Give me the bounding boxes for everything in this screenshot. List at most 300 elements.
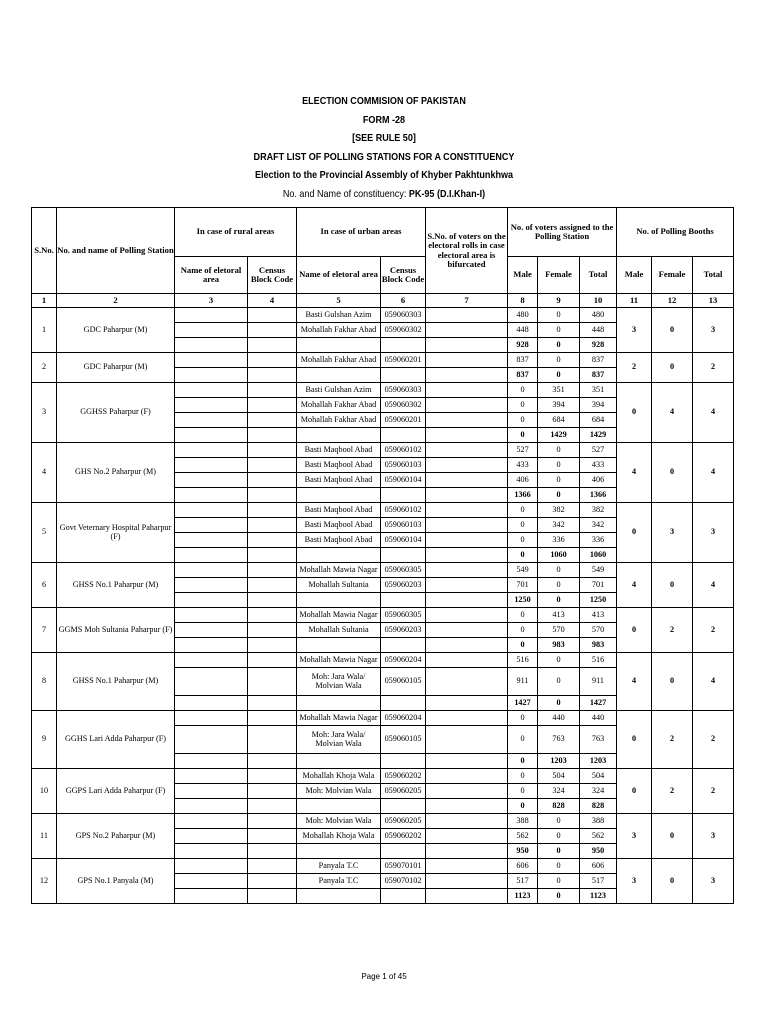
male-voters-cell: 0 <box>508 503 538 518</box>
bifurcated-cell <box>426 518 508 533</box>
total-voters-cell: 837 <box>580 353 617 368</box>
total-total-cell: 1123 <box>580 889 617 904</box>
bifurcated-cell <box>426 814 508 829</box>
table-row <box>32 443 734 458</box>
col-urban-area: Name of eletoral area <box>297 257 381 294</box>
rural-census-cell <box>248 889 297 904</box>
female-voters-cell: 382 <box>538 503 580 518</box>
female-voters-cell: 440 <box>538 711 580 726</box>
booth-male-cell: 3 <box>617 814 652 859</box>
column-number-row <box>32 294 734 308</box>
urban-census-cell: 059060104 <box>381 473 426 488</box>
station-sno: 11 <box>32 814 57 859</box>
bifurcated-cell <box>426 338 508 353</box>
total-total-cell: 950 <box>580 844 617 859</box>
rural-census-cell <box>248 711 297 726</box>
booth-male-cell: 2 <box>617 353 652 383</box>
total-female-cell: 1060 <box>538 548 580 563</box>
urban-area-cell <box>297 638 381 653</box>
rural-census-cell <box>248 578 297 593</box>
booth-female-cell: 0 <box>652 353 693 383</box>
urban-area-cell <box>297 488 381 503</box>
total-total-cell: 828 <box>580 799 617 814</box>
bifurcated-cell <box>426 726 508 754</box>
bifurcated-cell <box>426 638 508 653</box>
total-voters-cell: 394 <box>580 398 617 413</box>
total-female-cell: 828 <box>538 799 580 814</box>
rural-area-cell <box>175 458 248 473</box>
table-row <box>32 711 734 726</box>
rural-area-cell <box>175 889 248 904</box>
rural-area-cell <box>175 548 248 563</box>
col-number: 9 <box>538 294 580 308</box>
urban-census-cell: 059060303 <box>381 308 426 323</box>
election-title: Election to the Provincial Assembly of Khyber Pakhtunkhwa <box>254 169 514 181</box>
booth-female-cell: 0 <box>652 443 693 503</box>
total-total-cell: 928 <box>580 338 617 353</box>
rural-area-cell <box>175 368 248 383</box>
female-voters-cell: 342 <box>538 518 580 533</box>
male-voters-cell: 549 <box>508 563 538 578</box>
rural-census-cell <box>248 814 297 829</box>
total-voters-cell: 516 <box>580 653 617 668</box>
total-male-cell: 0 <box>508 799 538 814</box>
urban-census-cell: 059060203 <box>381 578 426 593</box>
total-voters-cell: 388 <box>580 814 617 829</box>
booth-female-cell: 0 <box>652 653 693 711</box>
urban-census-cell: 059060102 <box>381 503 426 518</box>
urban-area-cell: Moh: Jara Wala/ Molvian Wala <box>297 668 381 696</box>
station-name: GDC Paharpur (M) <box>57 308 175 353</box>
rural-census-cell <box>248 608 297 623</box>
bifurcated-cell <box>426 428 508 443</box>
col-number: 1 <box>32 294 57 308</box>
booth-total-cell: 2 <box>693 769 734 814</box>
bifurcated-cell <box>426 653 508 668</box>
male-voters-cell: 701 <box>508 578 538 593</box>
female-voters-cell: 351 <box>538 383 580 398</box>
rural-census-cell <box>248 696 297 711</box>
table-row <box>32 563 734 578</box>
male-voters-cell: 516 <box>508 653 538 668</box>
total-male-cell: 0 <box>508 754 538 769</box>
urban-census-cell: 059060201 <box>381 413 426 428</box>
total-total-cell: 1427 <box>580 696 617 711</box>
bifurcated-cell <box>426 859 508 874</box>
rural-area-cell <box>175 638 248 653</box>
booth-male-cell: 3 <box>617 308 652 353</box>
total-total-cell: 1366 <box>580 488 617 503</box>
col-station: No. and name of Polling Station <box>57 208 175 294</box>
urban-area-cell: Moh: Jara Wala/ Molvian Wala <box>297 726 381 754</box>
col-rural-census: Census Block Code <box>248 257 297 294</box>
page-number: Page 1 of 45 <box>361 972 407 981</box>
rural-area-cell <box>175 578 248 593</box>
col-urban-census: Census Block Code <box>381 257 426 294</box>
constituency-label: No. and Name of constituency: <box>282 187 409 200</box>
table-row <box>32 608 734 623</box>
rural-area-cell <box>175 711 248 726</box>
total-female-cell: 1429 <box>538 428 580 443</box>
male-voters-cell: 527 <box>508 443 538 458</box>
rural-area-cell <box>175 413 248 428</box>
urban-census-cell <box>381 754 426 769</box>
urban-census-cell <box>381 428 426 443</box>
bifurcated-cell <box>426 889 508 904</box>
rural-area-cell <box>175 754 248 769</box>
station-name: Govt Veternary Hospital Paharpur (F) <box>57 503 175 563</box>
bifurcated-cell <box>426 353 508 368</box>
total-total-cell: 1250 <box>580 593 617 608</box>
total-voters-cell: 562 <box>580 829 617 844</box>
booth-male-cell: 0 <box>617 711 652 769</box>
rural-area-cell <box>175 593 248 608</box>
urban-area-cell <box>297 844 381 859</box>
male-voters-cell: 0 <box>508 608 538 623</box>
total-voters-cell: 336 <box>580 533 617 548</box>
urban-census-cell: 059060205 <box>381 784 426 799</box>
col-total: Total <box>580 257 617 294</box>
booth-male-cell: 0 <box>617 383 652 443</box>
urban-area-cell: Mohallah Khoja Wala <box>297 829 381 844</box>
urban-area-cell: Mohallah Fakhar Abad <box>297 323 381 338</box>
rural-census-cell <box>248 398 297 413</box>
female-voters-cell: 324 <box>538 784 580 799</box>
female-voters-cell: 0 <box>538 668 580 696</box>
male-voters-cell: 0 <box>508 769 538 784</box>
bifurcated-cell <box>426 844 508 859</box>
table-row <box>32 769 734 784</box>
rural-census-cell <box>248 548 297 563</box>
col-female: Female <box>538 257 580 294</box>
col-booth-total: Total <box>693 257 734 294</box>
station-sno: 2 <box>32 353 57 383</box>
male-voters-cell: 606 <box>508 859 538 874</box>
total-male-cell: 1427 <box>508 696 538 711</box>
total-total-cell: 1429 <box>580 428 617 443</box>
form-number: FORM -28 <box>362 113 406 126</box>
col-voters: No. of voters assigned to the Polling Station <box>508 208 617 257</box>
total-female-cell: 0 <box>538 844 580 859</box>
total-voters-cell: 527 <box>580 443 617 458</box>
urban-area-cell <box>297 889 381 904</box>
bifurcated-cell <box>426 769 508 784</box>
urban-census-cell <box>381 696 426 711</box>
female-voters-cell: 0 <box>538 814 580 829</box>
urban-area-cell: Mohallah Mawia Nagar <box>297 608 381 623</box>
rural-area-cell <box>175 668 248 696</box>
rural-census-cell <box>248 844 297 859</box>
document-header <box>0 92 768 203</box>
booth-female-cell: 2 <box>652 608 693 653</box>
urban-census-cell: 059060205 <box>381 814 426 829</box>
col-number: 13 <box>693 294 734 308</box>
bifurcated-cell <box>426 398 508 413</box>
urban-area-cell: Basti Gulshan Azim <box>297 308 381 323</box>
booth-total-cell: 2 <box>693 711 734 769</box>
total-voters-cell: 351 <box>580 383 617 398</box>
female-voters-cell: 684 <box>538 413 580 428</box>
station-sno: 8 <box>32 653 57 711</box>
urban-census-cell: 059060204 <box>381 653 426 668</box>
total-total-cell: 1060 <box>580 548 617 563</box>
col-booths: No. of Polling Booths <box>617 208 734 257</box>
urban-area-cell: Panyala T.C <box>297 859 381 874</box>
urban-census-cell <box>381 548 426 563</box>
urban-census-cell <box>381 889 426 904</box>
rural-census-cell <box>248 769 297 784</box>
booth-male-cell: 3 <box>617 859 652 904</box>
male-voters-cell: 517 <box>508 874 538 889</box>
booth-male-cell: 4 <box>617 563 652 608</box>
rural-census-cell <box>248 799 297 814</box>
bifurcated-cell <box>426 608 508 623</box>
station-name: GGMS Moh Sultania Paharpur (F) <box>57 608 175 653</box>
col-number: 7 <box>426 294 508 308</box>
station-sno: 5 <box>32 503 57 563</box>
urban-census-cell: 059060104 <box>381 533 426 548</box>
rural-area-cell <box>175 443 248 458</box>
female-voters-cell: 763 <box>538 726 580 754</box>
rural-area-cell <box>175 799 248 814</box>
total-female-cell: 0 <box>538 368 580 383</box>
bifurcated-cell <box>426 696 508 711</box>
rural-area-cell <box>175 533 248 548</box>
station-sno: 9 <box>32 711 57 769</box>
rural-area-cell <box>175 829 248 844</box>
booth-total-cell: 4 <box>693 653 734 711</box>
rural-census-cell <box>248 353 297 368</box>
total-voters-cell: 911 <box>580 668 617 696</box>
booth-female-cell: 3 <box>652 503 693 563</box>
rural-area-cell <box>175 859 248 874</box>
total-voters-cell: 517 <box>580 874 617 889</box>
urban-census-cell: 059060102 <box>381 443 426 458</box>
rural-area-cell <box>175 726 248 754</box>
rural-area-cell <box>175 383 248 398</box>
male-voters-cell: 406 <box>508 473 538 488</box>
urban-area-cell: Basti Maqbool Abad <box>297 533 381 548</box>
female-voters-cell: 413 <box>538 608 580 623</box>
station-name: GHSS No.1 Paharpur (M) <box>57 563 175 608</box>
bifurcated-cell <box>426 874 508 889</box>
table-body <box>32 308 734 904</box>
total-voters-cell: 570 <box>580 623 617 638</box>
rural-area-cell <box>175 488 248 503</box>
table-row <box>32 653 734 668</box>
rural-census-cell <box>248 623 297 638</box>
col-rural: In case of rural areas <box>175 208 297 257</box>
bifurcated-cell <box>426 784 508 799</box>
station-sno: 3 <box>32 383 57 443</box>
station-name: GPS No.2 Paharpur (M) <box>57 814 175 859</box>
urban-area-cell <box>297 696 381 711</box>
urban-area-cell: Mohallah Mawia Nagar <box>297 653 381 668</box>
col-number: 2 <box>57 294 175 308</box>
col-bifurcated: S.No. of voters on the electoral rolls in case electoral area is bifurcated <box>426 208 508 294</box>
station-name: GHS No.2 Paharpur (M) <box>57 443 175 503</box>
rural-census-cell <box>248 638 297 653</box>
urban-area-cell: Basti Gulshan Azim <box>297 383 381 398</box>
male-voters-cell: 0 <box>508 383 538 398</box>
male-voters-cell: 0 <box>508 784 538 799</box>
col-sno: S.No. <box>32 208 57 294</box>
rural-census-cell <box>248 458 297 473</box>
male-voters-cell: 0 <box>508 623 538 638</box>
bifurcated-cell <box>426 829 508 844</box>
booth-total-cell: 4 <box>693 383 734 443</box>
urban-area-cell: Mohallah Sultania <box>297 623 381 638</box>
rural-census-cell <box>248 428 297 443</box>
col-number: 11 <box>617 294 652 308</box>
female-voters-cell: 394 <box>538 398 580 413</box>
urban-area-cell: Panyala T.C <box>297 874 381 889</box>
station-name: GGHSS Paharpur (F) <box>57 383 175 443</box>
female-voters-cell: 0 <box>538 563 580 578</box>
urban-area-cell: Moh: Molvian Wala <box>297 814 381 829</box>
total-male-cell: 0 <box>508 548 538 563</box>
male-voters-cell: 388 <box>508 814 538 829</box>
bifurcated-cell <box>426 563 508 578</box>
total-voters-cell: 684 <box>580 413 617 428</box>
female-voters-cell: 0 <box>538 308 580 323</box>
female-voters-cell: 504 <box>538 769 580 784</box>
female-voters-cell: 0 <box>538 443 580 458</box>
rural-census-cell <box>248 533 297 548</box>
bifurcated-cell <box>426 623 508 638</box>
booth-female-cell: 0 <box>652 563 693 608</box>
booth-total-cell: 3 <box>693 859 734 904</box>
total-female-cell: 983 <box>538 638 580 653</box>
station-sno: 10 <box>32 769 57 814</box>
urban-census-cell: 059060105 <box>381 668 426 696</box>
booth-female-cell: 2 <box>652 711 693 769</box>
urban-area-cell: Basti Maqbool Abad <box>297 458 381 473</box>
station-sno: 12 <box>32 859 57 904</box>
station-name: GHSS No.1 Paharpur (M) <box>57 653 175 711</box>
urban-area-cell: Mohallah Sultania <box>297 578 381 593</box>
total-voters-cell: 440 <box>580 711 617 726</box>
total-male-cell: 928 <box>508 338 538 353</box>
booth-total-cell: 2 <box>693 353 734 383</box>
urban-area-cell <box>297 428 381 443</box>
table-row <box>32 503 734 518</box>
bifurcated-cell <box>426 458 508 473</box>
female-voters-cell: 0 <box>538 458 580 473</box>
urban-census-cell: 059060201 <box>381 353 426 368</box>
booth-female-cell: 0 <box>652 308 693 353</box>
rural-census-cell <box>248 859 297 874</box>
urban-census-cell: 059060202 <box>381 829 426 844</box>
rural-area-cell <box>175 308 248 323</box>
rural-census-cell <box>248 653 297 668</box>
total-voters-cell: 382 <box>580 503 617 518</box>
constituency-line <box>54 185 714 204</box>
bifurcated-cell <box>426 383 508 398</box>
bifurcated-cell <box>426 593 508 608</box>
col-male: Male <box>508 257 538 294</box>
total-voters-cell: 701 <box>580 578 617 593</box>
rural-area-cell <box>175 503 248 518</box>
female-voters-cell: 336 <box>538 533 580 548</box>
total-male-cell: 1366 <box>508 488 538 503</box>
bifurcated-cell <box>426 413 508 428</box>
female-voters-cell: 0 <box>538 653 580 668</box>
urban-area-cell <box>297 593 381 608</box>
rural-area-cell <box>175 769 248 784</box>
booth-female-cell: 0 <box>652 859 693 904</box>
total-female-cell: 0 <box>538 889 580 904</box>
urban-area-cell: Mohallah Fakhar Abad <box>297 353 381 368</box>
station-sno: 7 <box>32 608 57 653</box>
urban-area-cell <box>297 799 381 814</box>
female-voters-cell: 0 <box>538 353 580 368</box>
bifurcated-cell <box>426 443 508 458</box>
urban-census-cell: 059070101 <box>381 859 426 874</box>
urban-area-cell <box>297 548 381 563</box>
list-title: DRAFT LIST OF POLLING STATIONS FOR A CONSTITUENCY <box>253 150 515 163</box>
urban-area-cell: Moh: Molvian Wala <box>297 784 381 799</box>
urban-area-cell <box>297 754 381 769</box>
urban-census-cell <box>381 338 426 353</box>
table-row <box>32 308 734 323</box>
urban-area-cell: Basti Maqbool Abad <box>297 503 381 518</box>
urban-census-cell: 059060105 <box>381 726 426 754</box>
total-total-cell: 1203 <box>580 754 617 769</box>
col-number: 10 <box>580 294 617 308</box>
male-voters-cell: 911 <box>508 668 538 696</box>
total-male-cell: 0 <box>508 638 538 653</box>
rural-census-cell <box>248 874 297 889</box>
urban-census-cell <box>381 638 426 653</box>
rural-area-cell <box>175 608 248 623</box>
total-voters-cell: 448 <box>580 323 617 338</box>
rural-census-cell <box>248 593 297 608</box>
col-rural-area: Name of eletoral area <box>175 257 248 294</box>
booth-female-cell: 2 <box>652 769 693 814</box>
urban-census-cell: 059060103 <box>381 458 426 473</box>
total-voters-cell: 342 <box>580 518 617 533</box>
col-number: 6 <box>381 294 426 308</box>
urban-census-cell <box>381 799 426 814</box>
urban-census-cell: 059060305 <box>381 563 426 578</box>
rural-census-cell <box>248 754 297 769</box>
rural-census-cell <box>248 308 297 323</box>
table-row <box>32 859 734 874</box>
rural-area-cell <box>175 323 248 338</box>
total-voters-cell: 549 <box>580 563 617 578</box>
male-voters-cell: 448 <box>508 323 538 338</box>
col-number: 3 <box>175 294 248 308</box>
urban-census-cell <box>381 593 426 608</box>
polling-stations-table <box>31 207 734 904</box>
total-male-cell: 950 <box>508 844 538 859</box>
booth-male-cell: 0 <box>617 503 652 563</box>
rural-census-cell <box>248 488 297 503</box>
urban-area-cell: Mohallah Mawia Nagar <box>297 563 381 578</box>
booth-female-cell: 0 <box>652 814 693 859</box>
male-voters-cell: 433 <box>508 458 538 473</box>
station-name: GGPS Lari Adda Paharpur (F) <box>57 769 175 814</box>
rural-census-cell <box>248 563 297 578</box>
booth-male-cell: 0 <box>617 769 652 814</box>
urban-census-cell: 059070102 <box>381 874 426 889</box>
female-voters-cell: 0 <box>538 874 580 889</box>
total-female-cell: 1203 <box>538 754 580 769</box>
total-female-cell: 0 <box>538 338 580 353</box>
rural-census-cell <box>248 338 297 353</box>
booth-total-cell: 2 <box>693 608 734 653</box>
